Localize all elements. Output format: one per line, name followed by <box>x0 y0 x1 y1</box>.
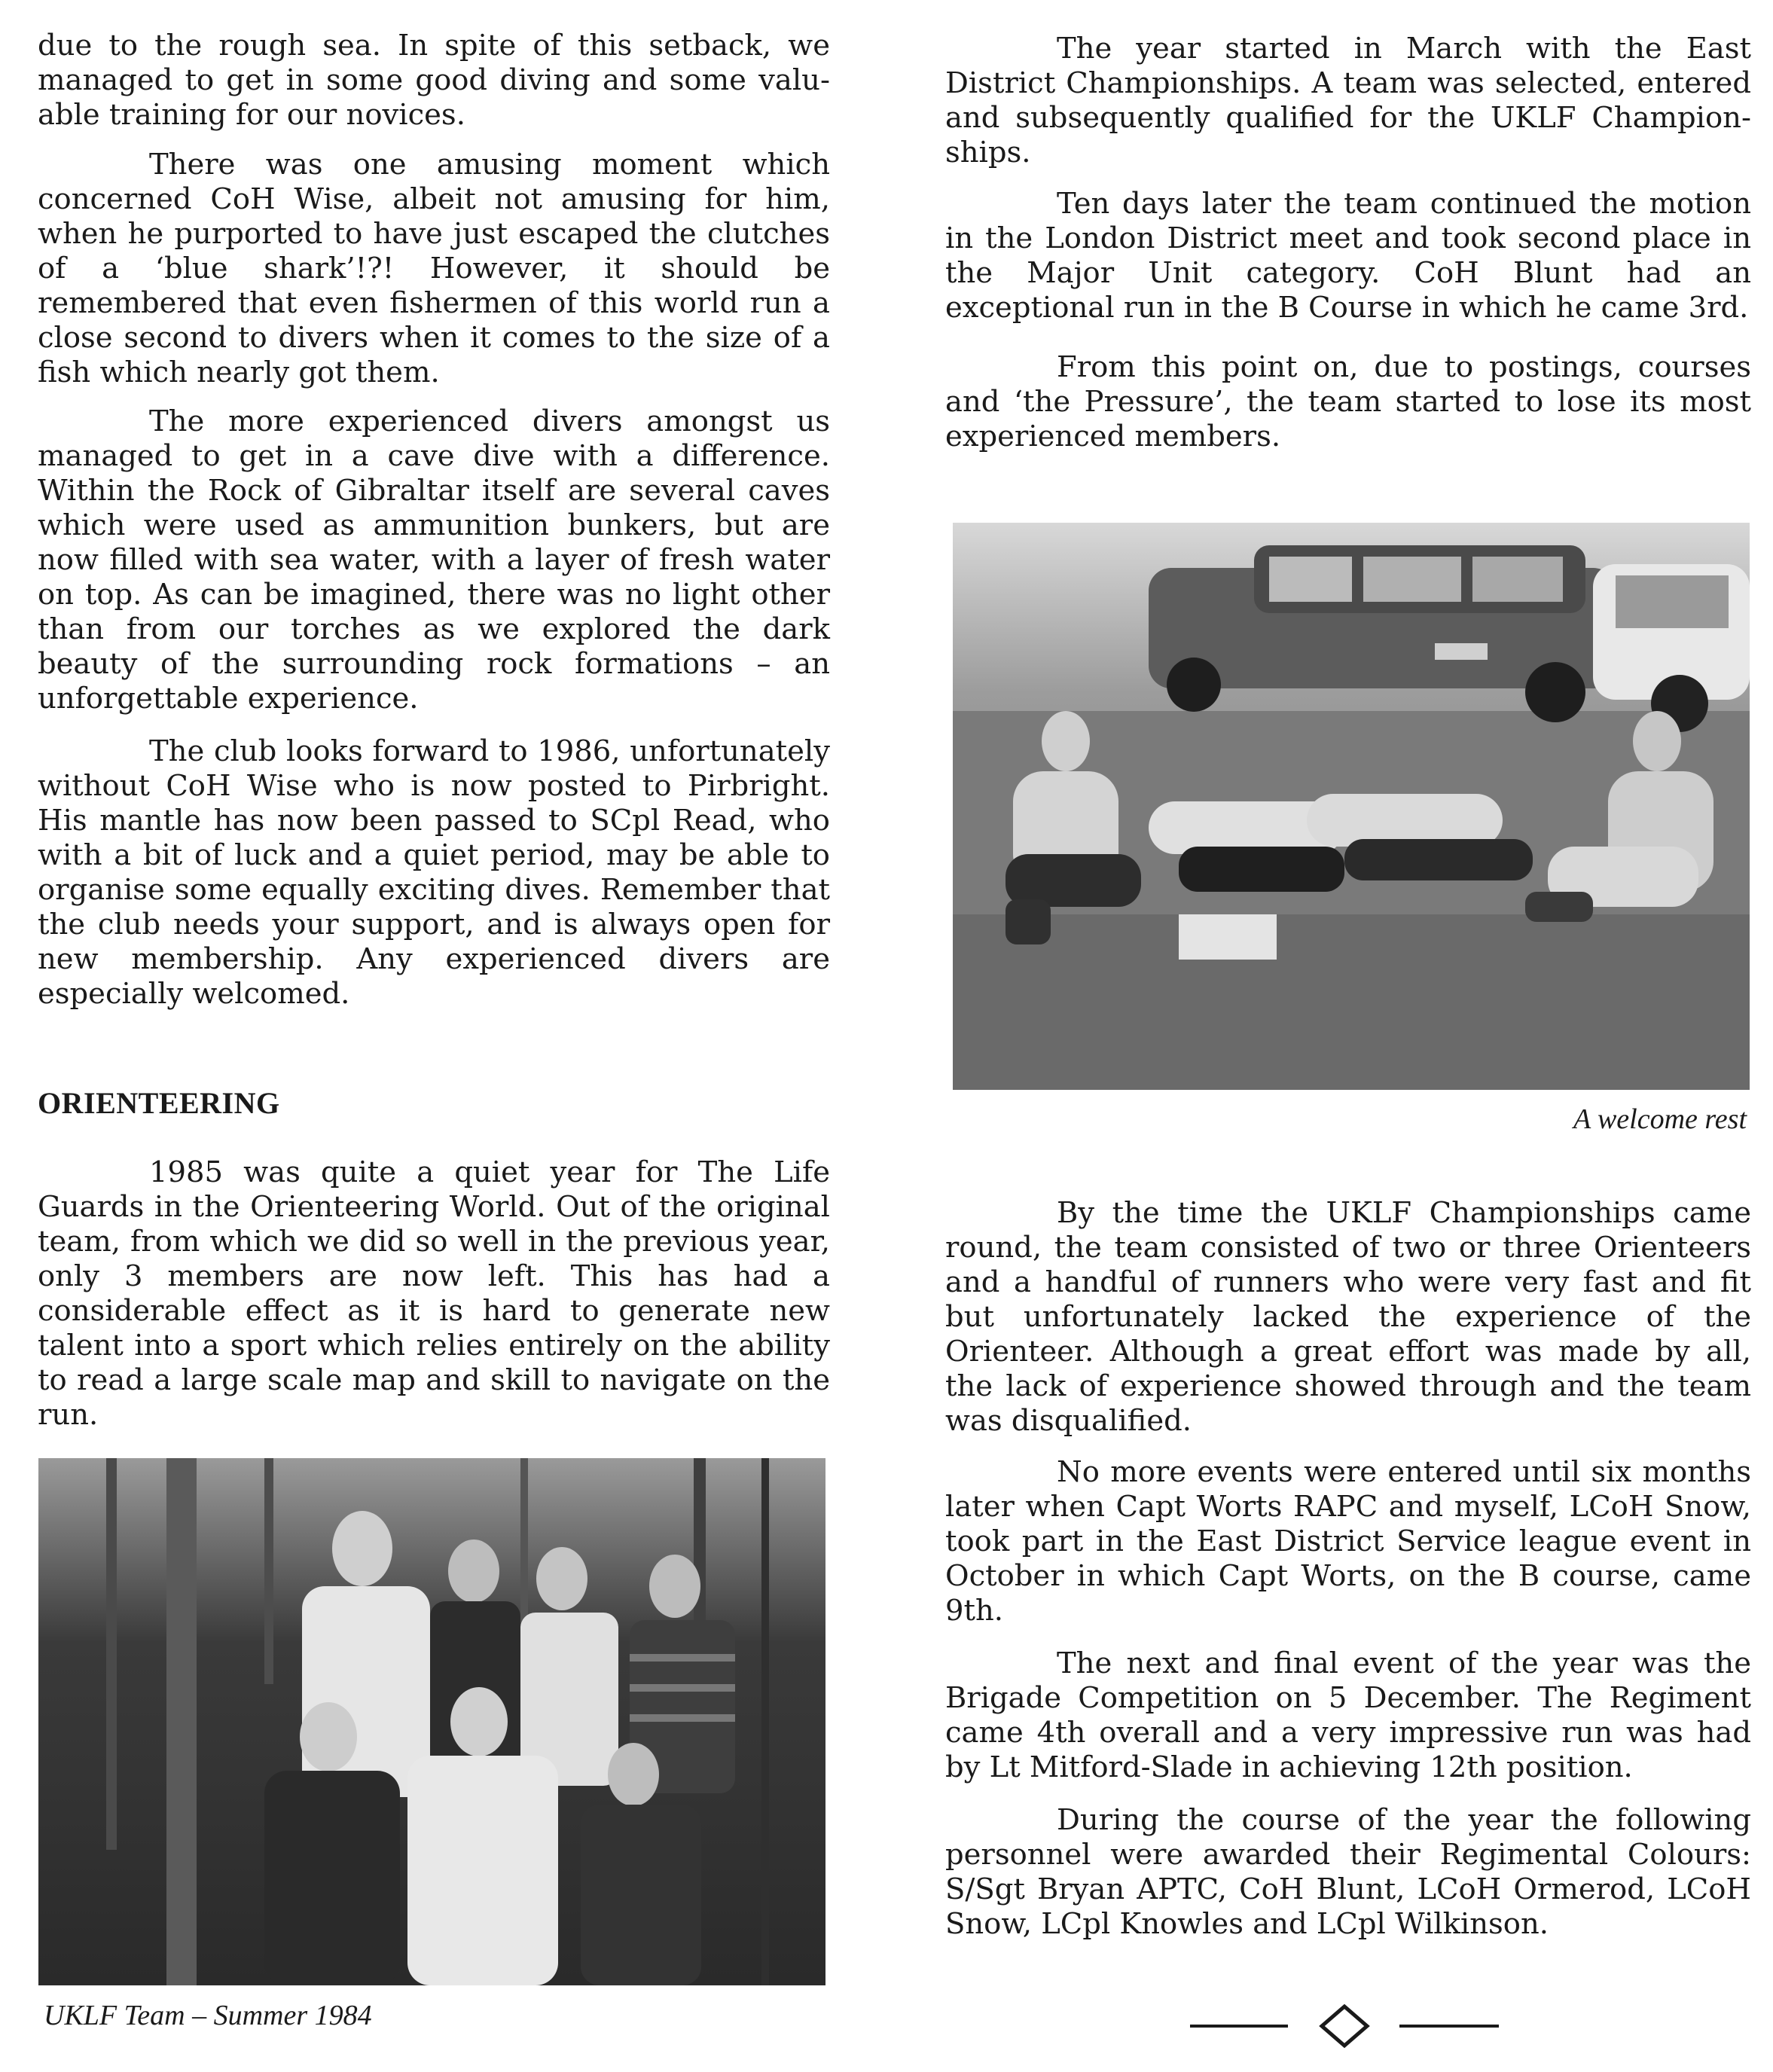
diving-paragraph-1: due to the rough sea. In spite of this setback, we managed to get in some good diving and some valuable training for our novices. <box>38 29 830 132</box>
orienteering-paragraph-3: Ten days later the team continued the motion in the London District meet and took second place in the Major Unit category. CoH Blunt had an exceptional run in the B Course in which he came 3rd. <box>945 187 1751 325</box>
team-group-photo <box>38 1458 825 1985</box>
diamond-ornament-icon <box>1183 2003 1514 2049</box>
orienteering-heading: ORIENTEERING <box>38 1086 280 1120</box>
diving-paragraph-2: There was one amusing moment which concerned CoH Wise, albeit not amusing for him, when he purported to have just escaped the clutches of a ‘blue shark’!?! However, it should be remembered that even fishermen of this world run a close second to divers when it comes to the size of a fish which nearly got them. <box>38 148 830 389</box>
diving-paragraph-4: The club looks forward to 1986, unfortunately without CoH Wise who is now posted to Pirbright. His mantle has now been passed to SCpl Read, who with a bit of luck and a quiet period, may be able to organise some equally exciting dives. Remember that the club needs your support, and is always open for new membership. Any experienced divers are especially welcomed. <box>38 734 830 1011</box>
orienteering-paragraph-6: No more events were entered until six months later when Capt Worts RAPC and myself, LCoH Snow, took part in the East District Service league event in October in which Capt Worts, on the B course, came 9th. <box>945 1455 1751 1628</box>
team-photo-caption: UKLF Team – Summer 1984 <box>44 2000 372 2031</box>
orienteering-paragraph-5: By the time the UKLF Championships came round, the team consisted of two or three Orienteers and a handful of runners who were very fast and fit but unfortunately lacked the experience of the Orienteer. Although a great effort was made by all, the lack of experience showed through and the team was disqualified. <box>945 1196 1751 1438</box>
orienteering-paragraph-2: The year started in March with the East District Championships. A team was selected, entered and subsequently qualified for the UKLF Championships. <box>945 32 1751 169</box>
diving-paragraph-3: The more experienced divers amongst us managed to get in a cave dive with a difference. Within the Rock of Gibraltar itself are several caves which were used as ammunition bunkers, but are now filled with sea water, with a layer of fresh water on top. As can be imagined, there was no light other than from our torches as we explored the dark beauty of the surrounding rock formations – an unforgettable experience. <box>38 404 830 716</box>
rest-photo-caption: A welcome rest <box>1573 1103 1747 1135</box>
orienteering-paragraph-7: The next and final event of the year was the Brigade Competition on 5 December. The Regiment came 4th overall and a very impressive run was had by Lt Mitford-Slade in achieving 12th position. <box>945 1646 1751 1784</box>
orienteering-paragraph-1: 1985 was quite a quiet year for The Life Guards in the Orienteering World. Out of the original team, from which we did so well in the previous year, only 3 members are now left. This has had a considerable effect as it is hard to generate new talent into a sport which relies entirely on the ability to read a large scale map and skill to navigate on the run. <box>38 1155 830 1432</box>
orienteering-paragraph-8: During the course of the year the following personnel were awarded their Regimental Colours: S/Sgt Bryan APTC, CoH Blunt, LCoH Ormerod, LCoH Snow, LCpl Knowles and LCpl Wilkinson. <box>945 1803 1751 1941</box>
orienteering-paragraph-4: From this point on, due to postings, courses and ‘the Pressure’, the team started to lose its most experienced members. <box>945 350 1751 453</box>
resting-runners-photo <box>953 523 1750 1090</box>
